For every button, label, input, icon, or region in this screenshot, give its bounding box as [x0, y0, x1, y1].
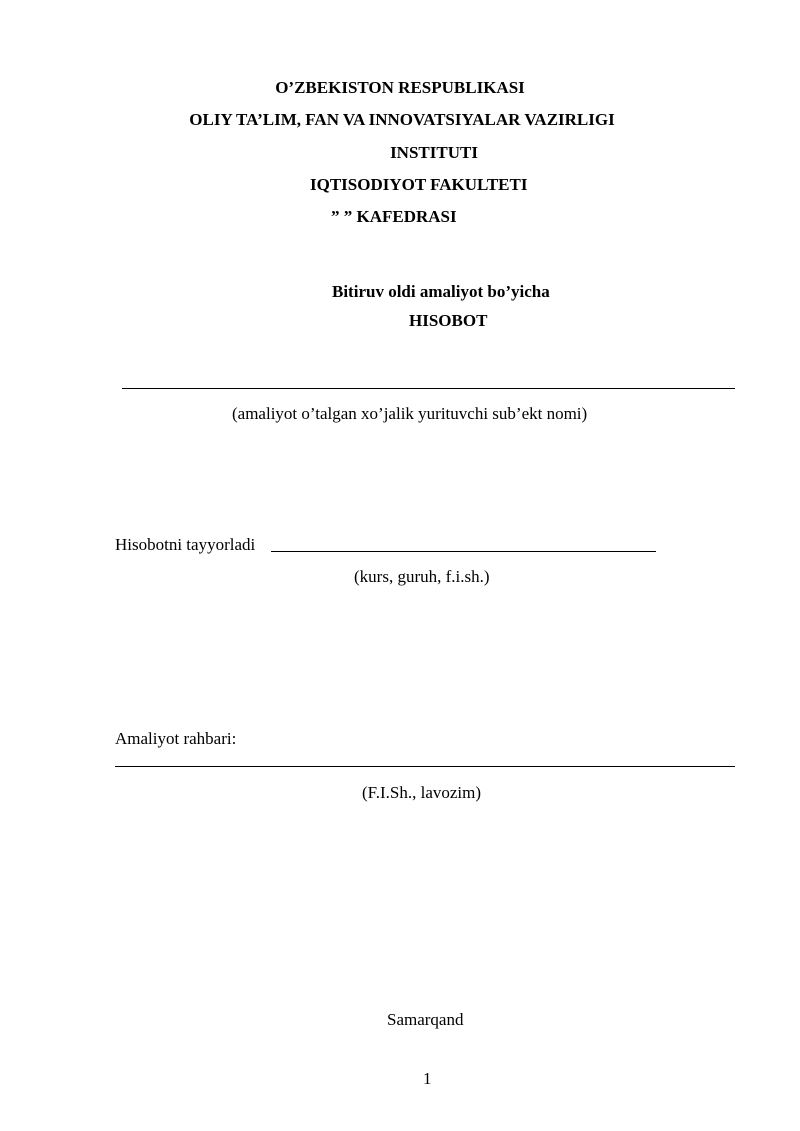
footer-city: Samarqand: [387, 1010, 464, 1029]
report-title: HISOBOT: [409, 311, 488, 330]
prepared-caption: (kurs, guruh, f.i.sh.): [354, 567, 490, 586]
prepared-line: [271, 551, 656, 552]
supervisor-line: [115, 766, 735, 767]
entity-caption: (amaliyot o’talgan xo’jalik yurituvchi sub’ekt nomi): [232, 404, 588, 423]
header-institute: INSTITUTI: [390, 143, 478, 162]
entity-name-line: [122, 388, 735, 389]
prepared-label: Hisobotni tayyorladi: [115, 535, 256, 554]
page-number: 1: [423, 1069, 432, 1088]
supervisor-caption: (F.I.Sh., lavozim): [362, 783, 482, 802]
header-ministry: OLIY TA’LIM, FAN VA INNOVATSIYALAR VAZIRLIGI: [189, 110, 615, 129]
header-department: ” ” KAFEDRASI: [331, 207, 457, 226]
header-republic: O’ZBEKISTON RESPUBLIKASI: [275, 78, 525, 97]
header-faculty: IQTISODIYOT FAKULTETI: [310, 175, 528, 194]
report-subtitle: Bitiruv oldi amaliyot bo’yicha: [332, 282, 550, 301]
supervisor-label: Amaliyot rahbari:: [115, 729, 237, 748]
